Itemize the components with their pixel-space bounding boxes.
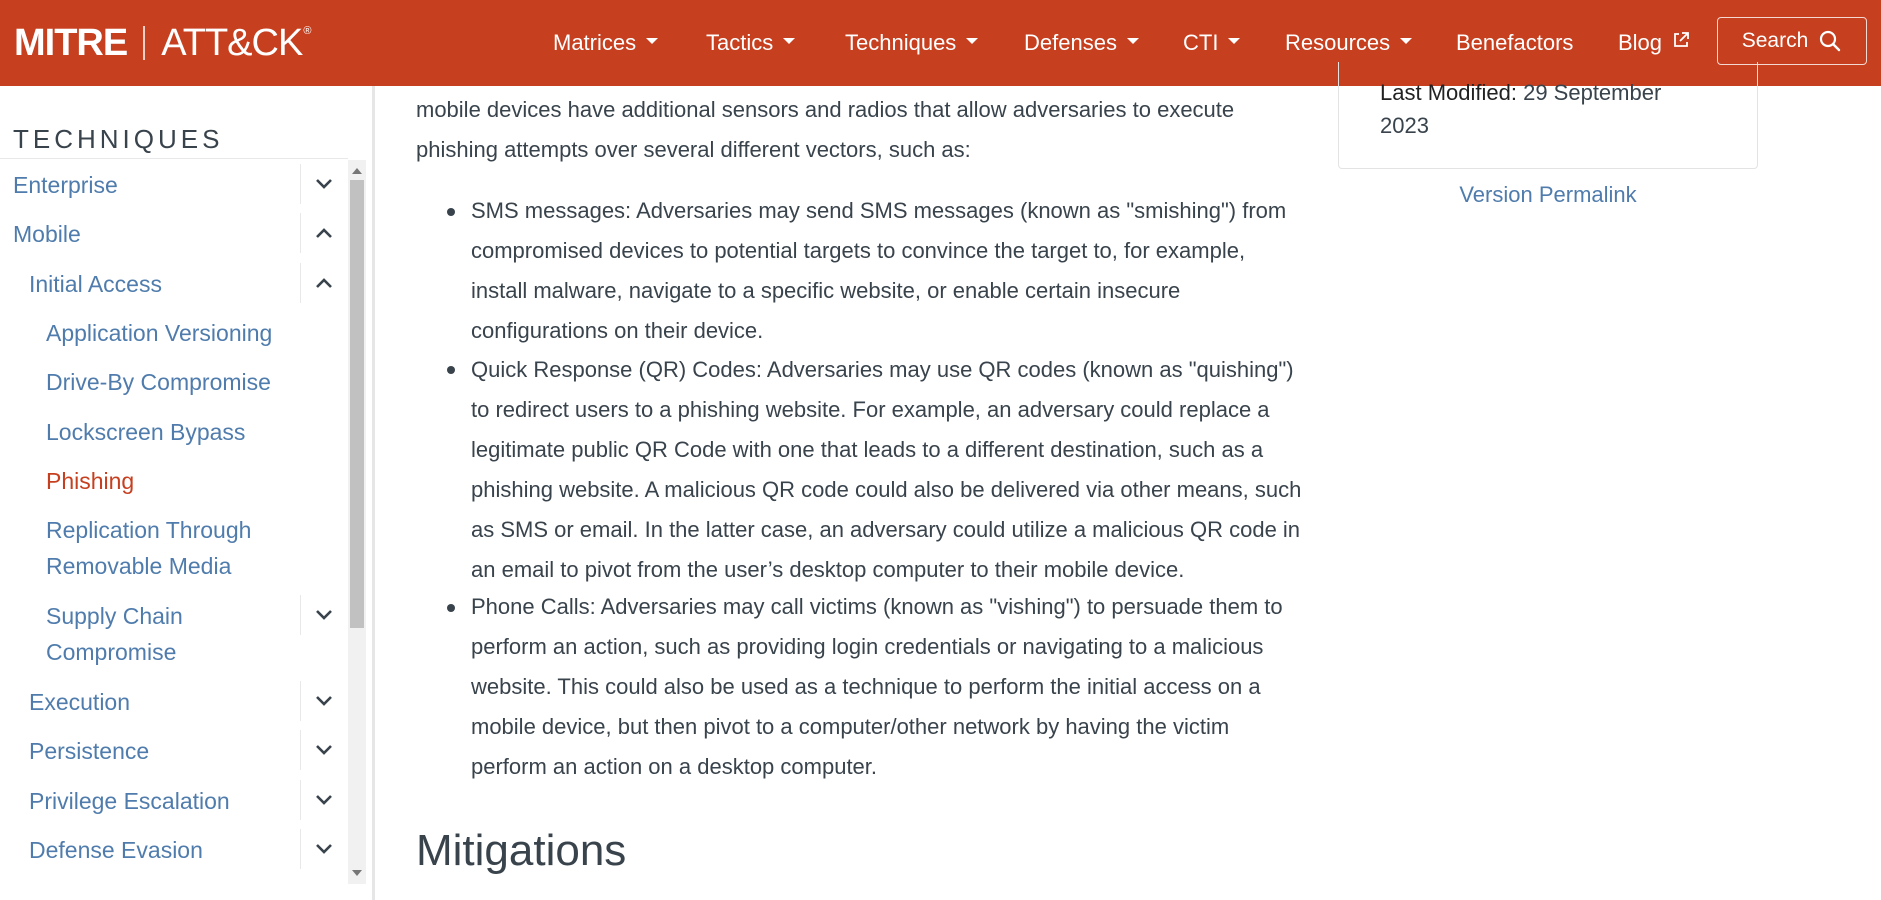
- sidebar-item-mobile[interactable]: Mobile: [13, 221, 81, 247]
- bullet-line: legitimate public QR Code with one that leads to a different destination, such as a: [471, 437, 1264, 462]
- chevron-down-icon: [315, 609, 333, 621]
- caret-down-icon: [966, 38, 978, 44]
- nav-tactics-label: Tactics: [706, 30, 774, 55]
- nav-tactics[interactable]: [706, 0, 795, 86]
- caret-down-icon: [783, 38, 795, 44]
- nav-benefactors-label: Benefactors: [1456, 30, 1574, 55]
- expand-persistence-toggle[interactable]: [300, 730, 347, 770]
- expand-privilege-escalation-toggle[interactable]: [300, 780, 347, 820]
- sidebar-top-divider: [0, 158, 348, 159]
- bullet-line: as SMS or email. In the latter case, an adversary could utilize a malicious QR code in: [471, 517, 1301, 542]
- nav-matrices-label: Matrices: [553, 30, 637, 55]
- bullet-dot: [447, 604, 455, 612]
- sidebar-item-replication-through-removable-media[interactable]: [46, 512, 251, 584]
- brand-separator: [143, 26, 145, 60]
- nav-techniques-label: Techniques: [845, 30, 957, 55]
- sidebar-item-privilege-escalation[interactable]: Privilege Escalation: [29, 788, 230, 814]
- caret-down-icon: [1228, 38, 1240, 44]
- sidebar-item-initial-access[interactable]: Initial Access: [29, 271, 162, 297]
- caret-down-icon: [646, 38, 658, 44]
- triangle-down-icon: [352, 870, 362, 876]
- sidebar-item-defense-evasion[interactable]: Defense Evasion: [29, 837, 203, 863]
- chevron-down-icon: [315, 695, 333, 707]
- nav-cti[interactable]: [1183, 0, 1240, 86]
- expand-execution-toggle[interactable]: [300, 681, 347, 721]
- sidebar-divider: [372, 86, 375, 900]
- bullet-dot: [447, 366, 455, 374]
- brand-mitre: MITRE: [14, 21, 128, 64]
- caret-down-icon: [1127, 38, 1139, 44]
- bullet-line: configurations on their device.: [471, 318, 764, 343]
- sidebar-item-label-line2: Compromise: [46, 639, 177, 665]
- nav-blog-label: Blog: [1618, 30, 1663, 55]
- sidebar-item-label-line1: Replication Through: [46, 517, 252, 543]
- brand-attck: ATT&CK: [161, 21, 303, 64]
- chevron-down-icon: [315, 744, 333, 756]
- external-link-icon: [1672, 31, 1690, 49]
- last-modified-year: 2023: [1380, 113, 1429, 138]
- intro-paragraph: [416, 90, 1301, 170]
- bullet-sms-messages: [471, 191, 1311, 351]
- last-modified-value: 29 September: [1523, 80, 1662, 105]
- mitigations-heading: Mitigations: [416, 826, 627, 875]
- intro-line: phishing attempts over several different vectors, such as:: [416, 137, 971, 162]
- nav-cti-label: CTI: [1183, 30, 1219, 55]
- bullet-line: phishing website. A malicious QR code could also be delivered via other means, such: [471, 477, 1302, 502]
- expand-supply-chain-toggle[interactable]: [300, 595, 347, 635]
- bullet-line: an email to pivot from the user’s desktop computer to their mobile device.: [471, 557, 1185, 582]
- scroll-up-arrow[interactable]: [348, 162, 366, 180]
- bullet-line: website. This could also be used as a technique to perform the initial access on a: [471, 674, 1261, 699]
- version-permalink-link[interactable]: Version Permalink: [1459, 182, 1637, 207]
- mitre-attck-logo[interactable]: [14, 18, 311, 68]
- search-button[interactable]: [1717, 17, 1867, 65]
- bullet-dot: [447, 208, 455, 216]
- intro-line: mobile devices have additional sensors and radios that allow adversaries to execute: [416, 97, 1235, 122]
- scroll-down-arrow[interactable]: [348, 864, 366, 882]
- bullet-qr-codes: [471, 350, 1311, 590]
- chevron-up-icon: [315, 277, 333, 289]
- bullet-line: Quick Response (QR) Codes: Adversaries may use QR codes (known as "quishing"): [471, 357, 1294, 382]
- bullet-line: Phone Calls: Adversaries may call victims (known as "vishing") to persuade them to: [471, 594, 1283, 619]
- sidebar-heading: TECHNIQUES: [13, 124, 224, 154]
- sidebar-item-enterprise[interactable]: Enterprise: [13, 172, 118, 198]
- nav-techniques[interactable]: [845, 0, 978, 86]
- chevron-down-icon: [315, 794, 333, 806]
- search-button-label: Search: [1741, 29, 1809, 52]
- sidebar-item-persistence[interactable]: Persistence: [29, 738, 150, 764]
- collapse-mobile-toggle[interactable]: [300, 213, 347, 253]
- caret-down-icon: [1400, 38, 1412, 44]
- bullet-phone-calls: [471, 587, 1311, 787]
- sidebar-scrollbar-thumb[interactable]: [350, 180, 364, 628]
- sidebar-item-lockscreen-bypass[interactable]: Lockscreen Bypass: [46, 419, 246, 445]
- nav-matrices[interactable]: [553, 0, 658, 86]
- expand-defense-evasion-toggle[interactable]: [300, 829, 347, 869]
- chevron-up-icon: [315, 227, 333, 239]
- bullet-line: to redirect users to a phishing website. For example, an adversary could replace a: [471, 397, 1270, 422]
- sidebar-item-phishing[interactable]: Phishing: [46, 468, 135, 494]
- last-modified-info: [1380, 76, 1720, 142]
- brand-registered-mark: ®: [303, 25, 312, 37]
- triangle-up-icon: [352, 168, 362, 174]
- chevron-down-icon: [315, 843, 333, 855]
- bullet-line: compromised devices to potential targets to convince the target to, for example,: [471, 238, 1246, 263]
- search-icon: [1818, 29, 1842, 53]
- sidebar-item-drive-by-compromise[interactable]: Drive-By Compromise: [46, 369, 271, 395]
- chevron-down-icon: [315, 178, 333, 190]
- bullet-line: mobile device, but then pivot to a computer/other network by having the victim: [471, 714, 1230, 739]
- sidebar-item-execution[interactable]: Execution: [29, 689, 131, 715]
- nav-resources-label: Resources: [1285, 30, 1391, 55]
- bullet-line: perform an action on a desktop computer.: [471, 754, 878, 779]
- last-modified-label: Last Modified:: [1380, 80, 1517, 105]
- bullet-line: perform an action, such as providing login credentials or navigating to a malicious: [471, 634, 1264, 659]
- nav-defenses[interactable]: [1024, 0, 1139, 86]
- nav-defenses-label: Defenses: [1024, 30, 1117, 55]
- sidebar-item-application-versioning[interactable]: Application Versioning: [46, 320, 273, 346]
- collapse-initial-access-toggle[interactable]: [300, 263, 347, 303]
- bullet-line: SMS messages: Adversaries may send SMS messages (known as "smishing") from: [471, 198, 1287, 223]
- sidebar-item-supply-chain-compromise[interactable]: [46, 598, 183, 670]
- expand-enterprise-toggle[interactable]: [300, 164, 347, 204]
- sidebar-item-label-line1: Supply Chain: [46, 603, 183, 629]
- sidebar-item-label-line2: Removable Media: [46, 553, 232, 579]
- bullet-line: install malware, navigate to a specific website, or enable certain insecure: [471, 278, 1181, 303]
